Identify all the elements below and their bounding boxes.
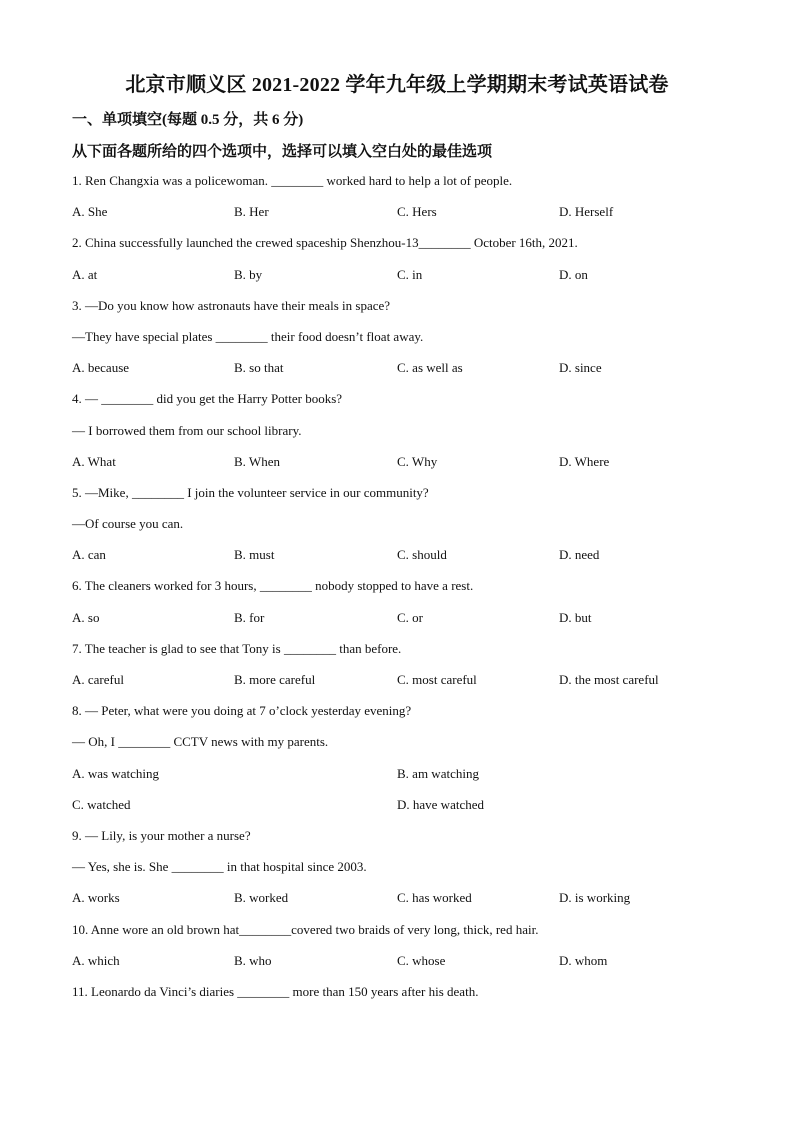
answer-option: A. She xyxy=(72,204,108,220)
answer-option: A. was watching xyxy=(72,765,160,781)
answer-option: C. most careful xyxy=(397,672,477,687)
question-stem: 6. The cleaners worked for 3 hours, ________ nobody stopped to have a rest. xyxy=(72,578,474,594)
question-10 xyxy=(72,914,752,976)
answer-option: C. Hers xyxy=(397,204,437,220)
answer-option: B. for xyxy=(234,609,265,625)
answer-option: B. by xyxy=(234,266,263,282)
question-stem: 2. China successfully launched the crewed spaceship Shenzhou-13________ October 16th, 2021. xyxy=(72,235,578,251)
question-1 xyxy=(72,165,752,227)
option-row xyxy=(72,758,752,789)
answer-option: D. but xyxy=(559,609,592,625)
section-instruction: 从下面各题所给的四个选项中，选择可以填入空白处的最佳选项 xyxy=(72,144,493,160)
question-stem: 10. Anne wore an old brown hat________covered two braids of very long, thick, red hair. xyxy=(72,921,539,937)
question-stem: 9. — Lily, is your mother a nurse? xyxy=(72,827,251,843)
option-row xyxy=(72,446,752,477)
answer-option: B. must xyxy=(234,547,275,563)
dialogue-line: —They have special plates ________ their food doesn’t float away. xyxy=(72,328,424,344)
question-2 xyxy=(72,227,752,289)
answer-option: B. Her xyxy=(234,204,269,220)
question-5 xyxy=(72,477,752,571)
question-9 xyxy=(72,820,752,914)
answer-option: A. careful xyxy=(72,672,124,687)
question-8 xyxy=(72,695,752,820)
question-3 xyxy=(72,290,752,384)
answer-option: C. should xyxy=(397,547,447,563)
question-4 xyxy=(72,383,752,477)
option-row xyxy=(72,196,752,227)
dialogue-line: — Yes, she is. She ________ in that hospital since 2003. xyxy=(72,859,367,875)
answer-option: D. Where xyxy=(559,453,610,469)
option-row xyxy=(72,602,752,633)
answer-option: B. am watching xyxy=(397,765,479,781)
answer-option: D. the most careful xyxy=(559,672,659,687)
answer-option: C. in xyxy=(397,266,423,282)
option-row xyxy=(72,664,752,695)
answer-option: B. more careful xyxy=(234,672,316,687)
option-row xyxy=(72,789,752,820)
answer-option: D. since xyxy=(559,360,602,376)
answer-option: D. whom xyxy=(559,952,608,968)
question-11 xyxy=(72,976,752,1007)
question-stem: 3. —Do you know how astronauts have their meals in space? xyxy=(72,297,391,313)
dialogue-line: — I borrowed them from our school library. xyxy=(72,422,302,438)
option-row xyxy=(72,259,752,290)
answer-option: A. which xyxy=(72,952,120,968)
question-6 xyxy=(72,570,752,632)
answer-option: A. at xyxy=(72,266,98,282)
answer-option: A. so xyxy=(72,609,100,625)
answer-option: D. have watched xyxy=(397,796,484,812)
option-row xyxy=(72,352,752,383)
answer-option: D. need xyxy=(559,547,600,563)
answer-option: A. because xyxy=(72,360,130,376)
question-stem: 1. Ren Changxia was a policewoman. ________ worked hard to help a lot of people. xyxy=(72,173,513,188)
answer-option: B. worked xyxy=(234,890,289,906)
option-row xyxy=(72,539,752,570)
question-stem: 5. —Mike, ________ I join the volunteer service in our community? xyxy=(72,484,429,500)
section-heading: 一、单项填空(每题 0.5 分，共 6 分) xyxy=(72,112,304,128)
answer-option: D. is working xyxy=(559,890,631,906)
answer-option: D. on xyxy=(559,266,588,282)
question-stem: 8. — Peter, what were you doing at 7 o’clock yesterday evening? xyxy=(72,703,412,719)
question-stem: 4. — ________ did you get the Harry Potter books? xyxy=(72,391,343,407)
answer-option: B. who xyxy=(234,952,272,968)
answer-option: A. What xyxy=(72,453,116,469)
question-7 xyxy=(72,633,752,695)
option-row xyxy=(72,882,752,913)
question-list xyxy=(72,165,752,1007)
dialogue-line: —Of course you can. xyxy=(72,516,184,532)
answer-option: C. whose xyxy=(397,952,446,968)
option-row xyxy=(72,945,752,976)
answer-option: D. Herself xyxy=(559,204,614,220)
answer-option: C. has worked xyxy=(397,890,472,906)
answer-option: C. watched xyxy=(72,796,131,812)
answer-option: C. Why xyxy=(397,453,438,469)
question-stem: 11. Leonardo da Vinci’s diaries ________ more than 150 years after his death. xyxy=(72,983,479,999)
answer-option: C. or xyxy=(397,609,423,625)
question-stem: 7. The teacher is glad to see that Tony is ________ than before. xyxy=(72,640,402,656)
answer-option: A. can xyxy=(72,547,106,563)
answer-option: A. works xyxy=(72,890,120,906)
answer-option: B. When xyxy=(234,453,280,469)
dialogue-line: — Oh, I ________ CCTV news with my parents. xyxy=(72,734,329,750)
exam-title: 北京市顺义区 2021-2022 学年九年级上学期期末考试英语试卷 xyxy=(125,74,669,96)
answer-option: B. so that xyxy=(234,360,284,376)
answer-option: C. as well as xyxy=(397,360,463,376)
